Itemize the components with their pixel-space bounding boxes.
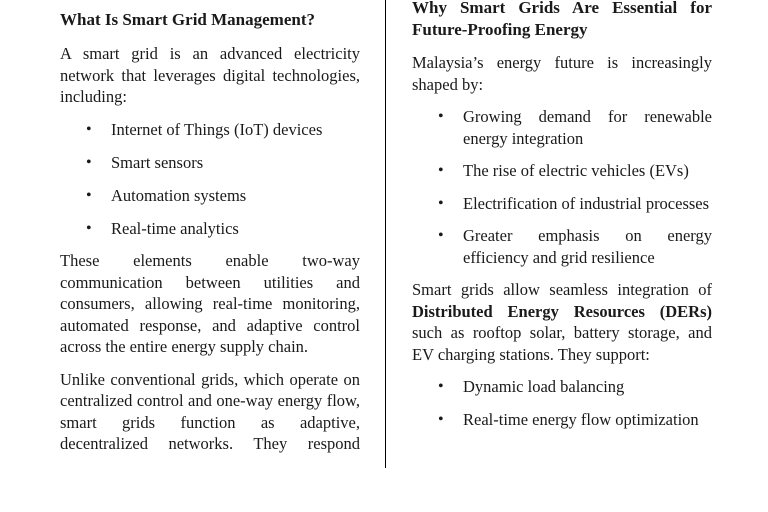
list-item: • Dynamic load balancing [438,377,625,396]
drivers-list [412,106,712,268]
bullet-icon: • [438,194,444,212]
left-column [60,0,360,466]
list-item: • Automation systems [86,185,247,205]
list-item: • Electrification of industrial processes [438,193,710,213]
list-item: • Growing demand for renewable energy integration [438,107,712,148]
support-list [412,376,712,430]
section-heading-why-smart-grids: Why Smart Grids Are Essential for Future-Proofing Energy [412,0,712,39]
list-item: • Smart sensors [86,152,204,172]
bullet-icon: • [86,186,92,204]
technologies-list [60,119,360,240]
list-item: • Greater emphasis on energy efficiency and grid resilience [438,226,712,267]
bullet-icon: • [86,120,92,138]
der-term: Distributed Energy Resources (DERs) [412,301,712,321]
column-divider [385,0,386,468]
conventional-grids-paragraph: Unlike conventional grids, which operate on centralized control and one-way energy flow, smart grids function as adaptive, decentralized networks. They respond [60,369,360,453]
list-item: • Real-time analytics [86,218,239,238]
der-paragraph: Smart grids allow seamless integration of Distributed Energy Resources (DERs) such as rooftop solar, battery storage, and EV charging stations. They support: [412,280,712,364]
list-item: • Internet of Things (IoT) devices [86,119,323,139]
bullet-icon: • [86,219,92,237]
bullet-icon: • [438,227,444,244]
right-column [412,0,712,441]
bullet-icon: • [438,378,444,395]
malaysia-intro-paragraph: Malaysia’s energy future is increasingly shaped by: [412,53,712,94]
bullet-icon: • [86,153,92,171]
intro-paragraph: A smart grid is an advanced electricity network that leverages digital technologies, including: [60,44,360,106]
bullet-icon: • [438,108,444,125]
bullet-icon: • [438,162,444,179]
section-heading-smart-grid-management: What Is Smart Grid Management? [60,10,315,29]
bullet-icon: • [438,410,444,428]
list-item: • Real-time energy flow optimization [438,409,699,429]
two-way-communication-paragraph: These elements enable two-way communication between utilities and consumers, allowing real-time monitoring, automated response, and adaptive control across the entire energy supply chain. [60,251,360,356]
list-item: • The rise of electric vehicles (EVs) [438,161,689,180]
